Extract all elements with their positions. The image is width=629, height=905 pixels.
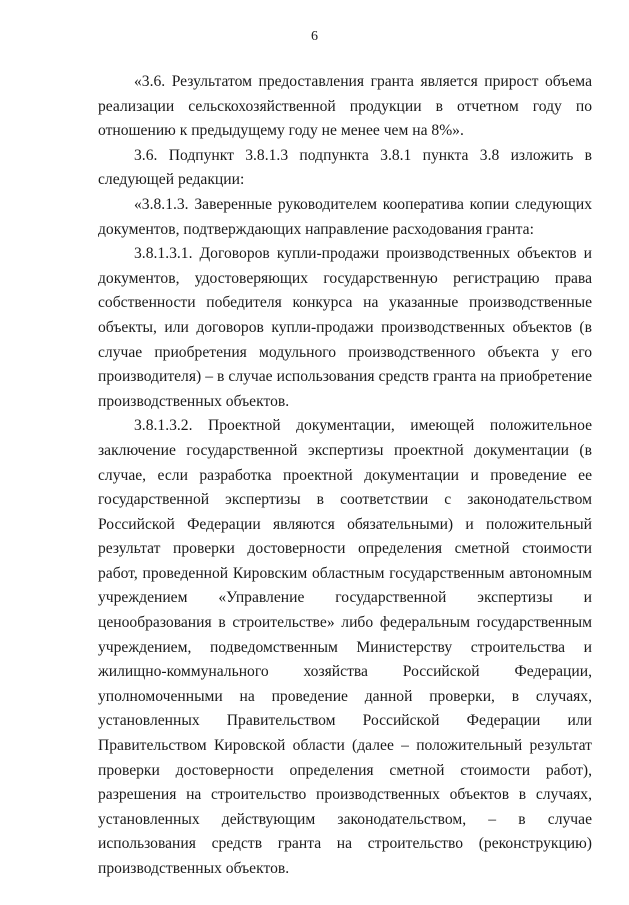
paragraph-3-8-1-3-1: 3.8.1.3.1. Договоров купли-продажи производственных объектов и документов, удостоверяющих государственную регистрацию права собственности победителя конкурса на указанные производственные объекты, или договоров купли-продажи производственных объектов (в случае приобретения модульного производственного объекта у его производителя) – в случае использования средств гранта на приобретение производственных объектов. xyxy=(98,245,592,410)
paragraph-3-8-1-3-2: 3.8.1.3.2. Проектной документации, имеющей положительное заключение государственной экспертизы проектной документации (в случае, если разработка проектной документации и проведение ее государственной экспертизы в соответствии с законодательством Российской Федерации являются обязательными) и положительный результат проверки достоверности определения сметной стоимости работ, проведенной Кировским областным государственным автономным учреждением «Управление государственной экспертизы и ценообразования в строительстве» либо федеральным государственным учреждением, подведомственным Министерству строительства и жилищно-коммунального хозяйства Российской Федерации, уполномоченными на проведение данной проверки, в случаях, установленных Правительством Российской Федерации или Правительством Кировской области (далее – положительный результат проверки достоверности определения сметной стоимости работ), разрешения на строительство производственных объектов в случаях, установленных действующим законодательством, – в случае использования средств гранта на строительство (реконструкцию) производственных объектов. xyxy=(98,417,592,877)
page-number: 6 xyxy=(311,29,318,44)
paragraph-3-8-1-3: «3.8.1.3. Заверенные руководителем кооператива копии следующих документов, подтверждающих направление расходования гранта: xyxy=(98,195,592,238)
paragraph-amendment-instruction: 3.6. Подпункт 3.8.1.3 подпункта 3.8.1 пункта 3.8 изложить в следующей редакции: xyxy=(98,146,592,189)
document-body xyxy=(98,70,592,882)
paragraph-grant-result: «3.6. Результатом предоставления гранта является прирост объема реализации сельскохозяйственной продукции в отчетном году по отношению к предыдущему году не менее чем на 8%». xyxy=(98,73,592,140)
